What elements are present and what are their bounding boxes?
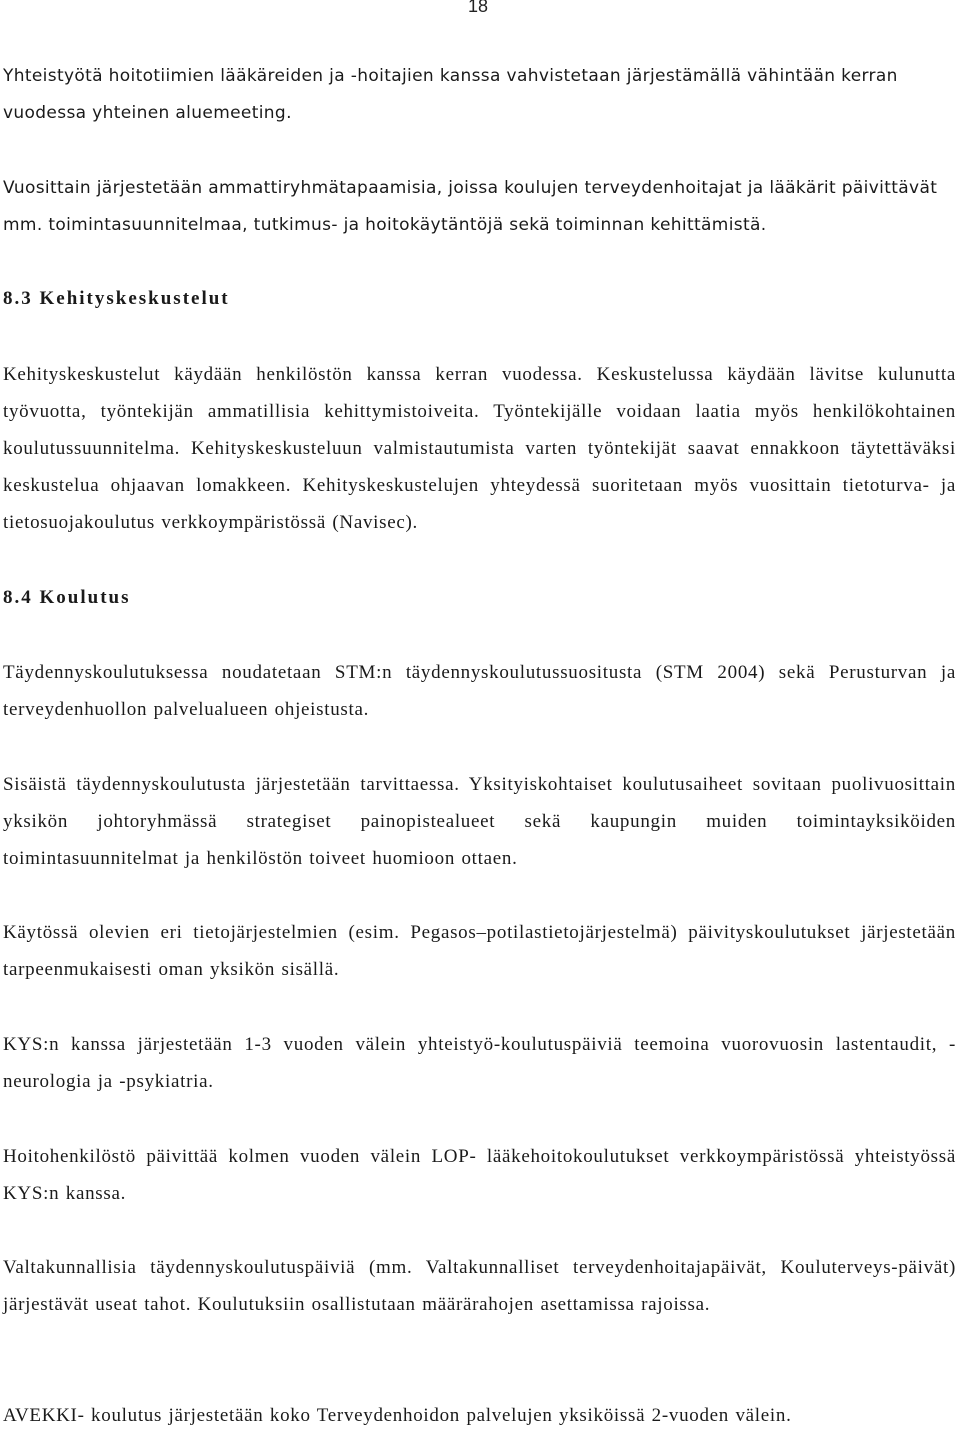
paragraph-kys-koulutuspaivat: KYS:n kanssa järjestetään 1-3 vuoden välein yhteistyö-koulutuspäiviä teemoina vuorovuosin lastentaudit, -neurologia ja -psykiatria.	[3, 1034, 956, 1092]
paragraph-aluemeeting: Yhteistyötä hoitotiimien lääkäreiden ja -hoitajien kanssa vahvistetaan järjestämällä vähintään kerran vuodessa yhteinen aluemeeting.	[3, 66, 898, 123]
section-heading-koulutus: 8.4 Koulutus	[3, 587, 131, 608]
section-heading-kehityskeskustelut: 8.3 Kehityskeskustelut	[3, 288, 230, 309]
paragraph-sisainen-koulutus: Sisäistä täydennyskoulutusta järjestetään tarvittaessa. Yksityiskohtaiset koulutusaiheet sovitaan puolivuosittain yksikön johtoryhmässä strategiset painopistealueet sekä kaupungin muiden toimintayksiköiden toimintasuunnitelmat ja henkilöstön toiveet huomioon ottaen.	[3, 774, 956, 869]
page-number: 18	[468, 0, 489, 16]
paragraph-tietojarjestelmat: Käytössä olevien eri tietojärjestelmien (esim. Pegasos–potilastietojärjestelmä) päivityskoulutukset järjestetään tarpeenmukaisesti oman yksikön sisällä.	[3, 922, 956, 980]
paragraph-avekki: AVEKKI- koulutus järjestetään koko Terveydenhoidon palvelujen yksiköissä 2-vuoden välein.	[3, 1405, 792, 1426]
paragraph-taydennyskoulutus: Täydennyskoulutuksessa noudatetaan STM:n täydennyskoulutussuositusta (STM 2004) sekä Perusturvan ja terveydenhuollon palvelualueen ohjeistusta.	[3, 662, 956, 720]
paragraph-lop-laakehoito: Hoitohenkilöstö päivittää kolmen vuoden välein LOP- lääkehoitokoulutukset verkkoympäristössä yhteistyössä KYS:n kanssa.	[3, 1146, 956, 1204]
paragraph-kehityskeskustelut: Kehityskeskustelut käydään henkilöstön kanssa kerran vuodessa. Keskustelussa käydään lävitse kulunutta työvuotta, työntekijän ammatillisia kehittymistoiveita. Työntekijälle voidaan laatia myös henkilökohtainen koulutussuunnitelma. Kehityskeskusteluun valmistautumista varten työntekijät saavat ennakkoon täytettäväksi keskustelua ohjaavan lomakkeen. Kehityskeskustelujen yhteydessä suoritetaan myös vuosittain tietoturva- ja tietosuojakoulutus verkkoympäristössä (Navisec).	[3, 364, 956, 533]
paragraph-ammattiryhmatapaamiset: Vuosittain järjestetään ammattiryhmätapaamisia, joissa koulujen terveydenhoitajat ja lääkärit päivittävät mm. toimintasuunnitelmaa, tutkimus- ja hoitokäytäntöjä sekä toiminnan kehittämistä.	[3, 178, 938, 235]
paragraph-valtakunnalliset: Valtakunnallisia täydennyskoulutuspäiviä (mm. Valtakunnalliset terveydenhoitajapäivät, Kouluterveys-päivät) järjestävät useat tahot. Koulutuksiin osallistutaan määrärahojen asettamissa rajoissa.	[3, 1257, 956, 1315]
